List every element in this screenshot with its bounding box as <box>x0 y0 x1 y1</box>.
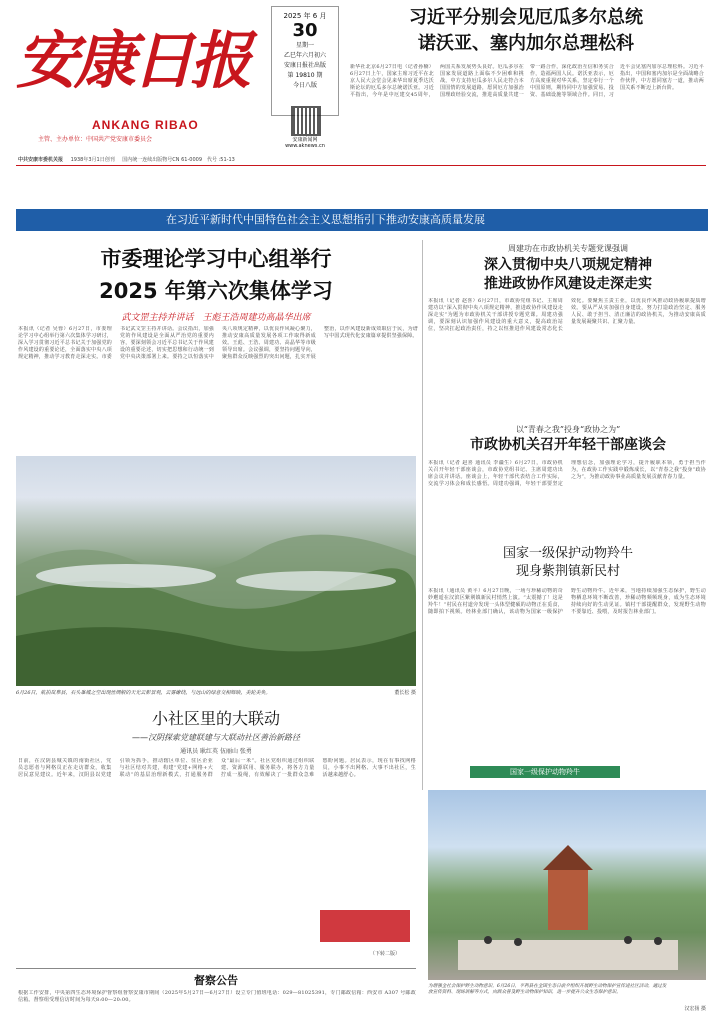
date-year-month: 2025 年 6 月 <box>283 12 327 20</box>
masthead-info-line <box>18 156 708 164</box>
study-subhead: 武文罡主持并讲话 王彪王浩周建功高晶华出席 <box>121 313 311 323</box>
wildlife-box-label: 国家一级保护动物羚牛 <box>470 766 620 778</box>
publisher-label: 安康日报社出版 <box>283 62 326 69</box>
publication-codes: 国内统一连续出版物号CN 61-0009 代号 :51-13 <box>122 157 235 163</box>
top-story-headline-2: 诺沃亚、塞内加尔总理松科 <box>418 33 634 54</box>
cppcc-headline-1: 深入贯彻中央八项规定精神 <box>484 257 652 273</box>
founded-date: 1938年3月1日创刊 <box>70 157 115 163</box>
top-story-headline-1: 习近平分别会见厄瓜多尔总统 <box>409 7 643 28</box>
date-lunar: 乙巳年六月初六 <box>283 52 326 59</box>
top-story-body: 新华社北京6月27日电（记者孙楠）6月27日上午，国家主席习近平在北京人民大会堂会见来华出席夏季达沃斯论坛的厄瓜多尔总统诺沃亚。习近平指出，今年是中厄建交45周年，两国关系发展势头良好。厄瓜多尔在国家发展道路上面临不少困难和挑战，中方支持厄瓜多尔人民走符合本国国情的发展道路，愿同厄方加强治国理政经验交流，推进高质量共建一带一路合作，深化政治互信和务实合作，造福两国人民。诺沃亚表示，厄方高度重视对华关系，坚定奉行一个中国原则，期待同中方加强贸易、投资、基础设施等领域合作。同日，习近平会见塞内加尔总理松科。习近平指出，中国和塞内加尔是全面战略合作伙伴，中方愿同塞方一道，推动两国关系不断迈上新台阶。 <box>350 64 704 99</box>
slogan-bar <box>16 209 708 231</box>
page-count: 今日八版 <box>292 82 317 89</box>
notice-title: 督察公告 <box>194 974 238 987</box>
qr-code-icon[interactable] <box>291 106 321 136</box>
main-photo-credit: 董长松 摄 <box>394 690 416 696</box>
date-day: 30 <box>292 20 318 41</box>
study-headline-2: 2025 年第六次集体学习 <box>99 279 333 303</box>
main-photo-caption: 6月26日，航拍岚皋县，石头峯城之空出现丝绸般的天光云影景观，云雾缭绕，与远山的绿意交相辉映，美轮美奂。 <box>16 690 271 696</box>
masthead-sponsor: 主管、主办单位：中国共产党安康市委员会 <box>38 136 153 143</box>
date-weekday: 星期一 <box>295 42 314 49</box>
slogan-text: 在习近平新时代中国特色社会主义思想指引下推动安康高质量发展 <box>166 213 485 226</box>
community-byline: 通讯员 耿红英 伍丽山 张勇 <box>180 748 252 755</box>
landscape-illustration <box>16 456 416 686</box>
event-photo-credit: 汉宏扬 摄 <box>684 1006 706 1012</box>
masthead-pinyin: ANKANG RIBAO <box>92 118 199 132</box>
issue-number: 第 19810 期 <box>287 72 323 79</box>
cppcc-body: 本报讯（记者 赵喜）6月27日，市政协党组书记、主席周建功以“深入贯彻中央八项规定精神，推进政协作风建设走深走实”为题为市政协机关干部讲授专题党课。周建功强调，要深刻认识加强作风建设的重大意义，提高政治站位，坚决扛起政治责任，持之以恒推进作风建设常态化长效化。要聚焦主责主业，以优良作风推动政协履职提质增效。要从严从实加强自身建设，努力打造政治坚定、服务人民、敢于担当、清正廉洁的政协机关，为推动安康高质量发展凝聚共识、汇聚力量。 <box>428 298 706 333</box>
event-photo-caption: 为增强全社会保护野生动物意识，6月26日，平利县在全国生态日前夕组织开展野生动物保护宣传进社区活动，通过发放宣传资料、现场讲解等方式，向群众普及野生动物保护知识，进一步提升公众生态保护意识。 <box>428 984 667 996</box>
youth-body: 本报讯（记者 赵喜 通讯员 李疆生）6月27日，市政协机关召开年轻干部座谈会，市政协党组书记、主席周建功出席会议并讲话。座谈会上，年轻干部代表结合工作实际，交流学习体会和成长感悟。周建功强调，年轻干部要坚定理想信念，加强理论学习，提升履职本领，勇于担当作为，在政协工作实践中锻炼成长，以“青春之我”投身“政协之为”，为推动政协事业高质量发展贡献青春力量。 <box>428 460 706 488</box>
youth-headline: 市政协机关召开年轻干部座谈会 <box>470 437 666 453</box>
red-badge-graphic <box>320 910 410 942</box>
community-body: 日前，在汉阴县城关镇的南街社区，党员志愿者与网格员正在走访群众，收集居民意见建议。近年来，汉阴县以党建引领为抓手，推动辖区单位、驻区企业与社区结对共建，构建“党建+网格+大联动”的基层治理新模式，打通服务群众“最后一米”。社区党组织通过组织联建、资源联用、服务联办，将各方力量拧成一股绳，有效解决了一批群众急难愁盼问题。居民表示，现在有事找网格员，小事不出网格、大事不出社区，生活越来越舒心。 <box>18 758 416 779</box>
notice-rule <box>16 968 416 969</box>
org-line: 中共安康市委机关报 <box>18 157 64 163</box>
wildlife-headline-1: 国家一级保护动物羚牛 <box>502 546 633 561</box>
study-body: 本报讯（记者 吴蓉）6月27日，市委理论学习中心组举行第六次集体学习研讨，深入学习贯彻习近平总书记关于加强党的作风建设的重要论述，全面落实中央八项规定精神，推动学习教育走深走实。市委书记武文罡主持并讲话。会议指出，加强党的作风建设是全面从严治党的重要内容，要深刻领会习近平总书记关于作风建设的重要论述，切实把思想和行动统一到党中央决策部署上来。要持之以恒落实中央八项规定精神，以优良作风凝心聚力，推动安康高质量发展各项工作取得新成效。王彪、王浩、周建功、高晶华等市级领导出席。会议强调，要坚持问题导向，聚焦群众反映强烈的突出问题，扎实开展整治，以作风建设新成效取信于民，为谱写中国式现代化安康篇章提供坚强保障。 <box>18 326 418 361</box>
cppcc-kicker: 周建功在市政协机关专题党课强调 <box>508 244 628 253</box>
notice-body: 根据工作安排，中央第四生态环境保护督察组督察安康市期间（2025年5月27日—6月27日）设立专门值班电话：029—81025391，专门邮政信箱：西安市 A307 号邮政信箱。督察组受理信访时间为每天8:00—20:00。 <box>18 990 416 1004</box>
event-photo <box>428 790 706 980</box>
masthead <box>0 0 709 155</box>
study-headline-1: 市委理论学习中心组举行 <box>100 247 332 271</box>
community-footnote: （下转二版） <box>370 951 401 957</box>
date-box <box>271 6 339 116</box>
wildlife-body: 本报讯（通讯员 黄平）6月27日晚，一场与珍稀动物的奇妙邂逅在汉滨区紫荆镇新民村悄然上演。“太震撼了！这是羚牛！”村民在村道旁发现一头体型健硕的动物正在觅食，随即拍下视频。经林业部门确认，该动物为国家一级保护野生动物羚牛。近年来，当地持续加强生态保护，野生动物栖息环境不断改善，珍稀动物频频现身，成为生态环境持续向好的生动见证。镇村干部提醒群众，发现野生动物不要靠近、投喂，及时报告林业部门。 <box>428 588 706 616</box>
main-landscape-photo <box>16 456 416 686</box>
column-divider <box>422 240 423 790</box>
masthead-title: 安康日报 <box>16 24 249 97</box>
qr-label: 安康新闻网 <box>292 137 318 143</box>
event-illustration <box>428 790 706 980</box>
wildlife-headline-2: 现身紫荆镇新民村 <box>515 564 620 579</box>
website-url[interactable]: www.aknews.cn <box>285 143 325 149</box>
community-subhead: ——汉阴探索党建联建与大联动社区善治新路径 <box>132 733 300 742</box>
masthead-rule <box>16 165 706 166</box>
cppcc-headline-2: 推进政协作风建设走深走实 <box>484 276 652 292</box>
youth-kicker: 以“青春之我”投身“政协之为” <box>515 425 621 434</box>
community-headline: 小社区里的大联动 <box>151 709 280 728</box>
